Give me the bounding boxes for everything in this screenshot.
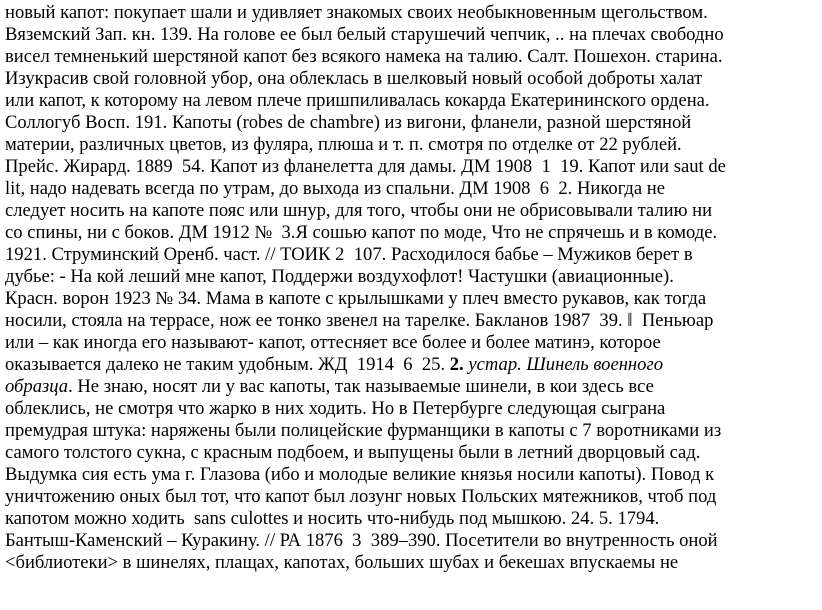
- text-segment: устар. Шинель военного: [468, 354, 664, 375]
- text-line: [5, 464, 817, 486]
- text-segment: Выдумка сия есть ума г. Глазова (ибо и молодые великие князья носили капоты). Повод к: [5, 464, 715, 485]
- text-segment: или капот, к которому на левом плече пришпиливалась кокарда Екатерининского ордена.: [5, 90, 710, 111]
- text-segment: дубье: - На кой леший мне капот, Поддержи воздухофлот! Частушки (авиационные).: [5, 266, 674, 287]
- text-line: [5, 332, 817, 354]
- text-segment: следует носить на капоте пояс или шнур, для того, чтобы они не обрисовывали талию ни: [5, 200, 713, 221]
- text-line: [5, 24, 817, 46]
- text-segment: образца: [5, 376, 69, 397]
- text-line: [5, 178, 817, 200]
- text-line: [5, 134, 817, 156]
- text-line: [5, 420, 817, 442]
- text-line: [5, 530, 817, 552]
- text-segment: 1921. Струминский Оренб. част. // ТОИК 2 107. Расходилося бабье – Мужиков берет в: [5, 244, 693, 265]
- text-line: [5, 112, 817, 134]
- text-segment: материи, различных цветов, из фуляра, плюша и т. п. смотря по отделке от 22 рублей.: [5, 134, 682, 155]
- text-line: [5, 398, 817, 420]
- text-segment: уничтожению оных был тот, что капот был лозунг новых Польских мятежников, чтоб под: [5, 486, 717, 507]
- text-segment: Прейс. Жирард. 1889 54. Капот из фланелетта для дамы. ДМ 1908 1 19. Капот или saut de: [5, 156, 726, 177]
- text-segment: . Не знаю, носят ли у вас капоты, так называемые шинели, в кои здесь все: [68, 376, 654, 397]
- text-segment: <библиотеки> в шинелях, плащах, капотах, больших шубах и бекешах впускаемы не: [5, 552, 679, 573]
- text-line: [5, 310, 817, 332]
- text-segment: носили, стояла на террасе, нож ее тонко звенел на тарелке. Бакланов 1987 39. ‖ Пеньюар: [5, 310, 714, 331]
- text-segment: Соллогуб Восп. 191. Капоты (robes de chambre) из вигони, фланели, разной шерстяной: [5, 112, 692, 133]
- text-segment: Красн. ворон 1923 № 34. Мама в капоте с крылышками у плеч вместо рукавов, как тогда: [5, 288, 707, 309]
- text-line: [5, 508, 817, 530]
- text-line: [5, 156, 817, 178]
- text-segment: висел темненький шерстяной капот без всякого намека на талию. Салт. Пошехон. старина.: [5, 46, 723, 67]
- text-line: [5, 222, 817, 244]
- dictionary-page-text: [5, 2, 817, 574]
- text-line: [5, 46, 817, 68]
- text-segment: Бантыш-Каменский – Куракину. // РА 1876 3 389–390. Посетители во внутренность оной: [5, 530, 718, 551]
- text-segment: премудрая штука: наряжены были полицейские фурманщики в капоты с 7 воротниками из: [5, 420, 722, 441]
- text-segment: оказывается далеко не таким удобным. ЖД 1914 6 25.: [5, 354, 450, 375]
- text-line: [5, 376, 817, 398]
- text-segment: облеклись, не смотря что жарко в них ходить. Но в Петербурге следующая сыграна: [5, 398, 666, 419]
- text-line: [5, 288, 817, 310]
- text-segment: Вяземский Зап. кн. 139. На голове ее был белый старушечий чепчик, .. на плечах свободно: [5, 24, 724, 45]
- text-segment: Изукрасив свой головной убор, она облеклась в шелковый новый особой доброты халат: [5, 68, 703, 89]
- text-line: [5, 68, 817, 90]
- text-segment: самого толстого сукна, с красным подбоем, и выпущены были в летний дворцовый сад.: [5, 442, 701, 463]
- text-line: [5, 552, 817, 574]
- text-line: [5, 442, 817, 464]
- text-line: [5, 486, 817, 508]
- text-line: [5, 2, 817, 24]
- text-line: [5, 200, 817, 222]
- text-line: [5, 244, 817, 266]
- text-line: [5, 354, 817, 376]
- text-segment: или – как иногда его называют- капот, оттесняет все более и более матинэ, которое: [5, 332, 661, 353]
- text-line: [5, 90, 817, 112]
- text-segment: со спины, ни с боков. ДМ 1912 № 3.Я сошью капот по моде, Что не спрячешь и в комоде.: [5, 222, 718, 243]
- text-segment: новый капот: покупает шали и удивляет знакомых своих необыкновенным щегольством.: [5, 2, 708, 23]
- text-segment: 2.: [449, 354, 464, 375]
- text-segment: lit, надо надевать всегда по утрам, до выхода из спальни. ДМ 1908 6 2. Никогда не: [5, 178, 665, 199]
- text-segment: капотом можно ходить sans culottes и носить что-нибудь под мышкою. 24. 5. 1794.: [5, 508, 660, 529]
- text-line: [5, 266, 817, 288]
